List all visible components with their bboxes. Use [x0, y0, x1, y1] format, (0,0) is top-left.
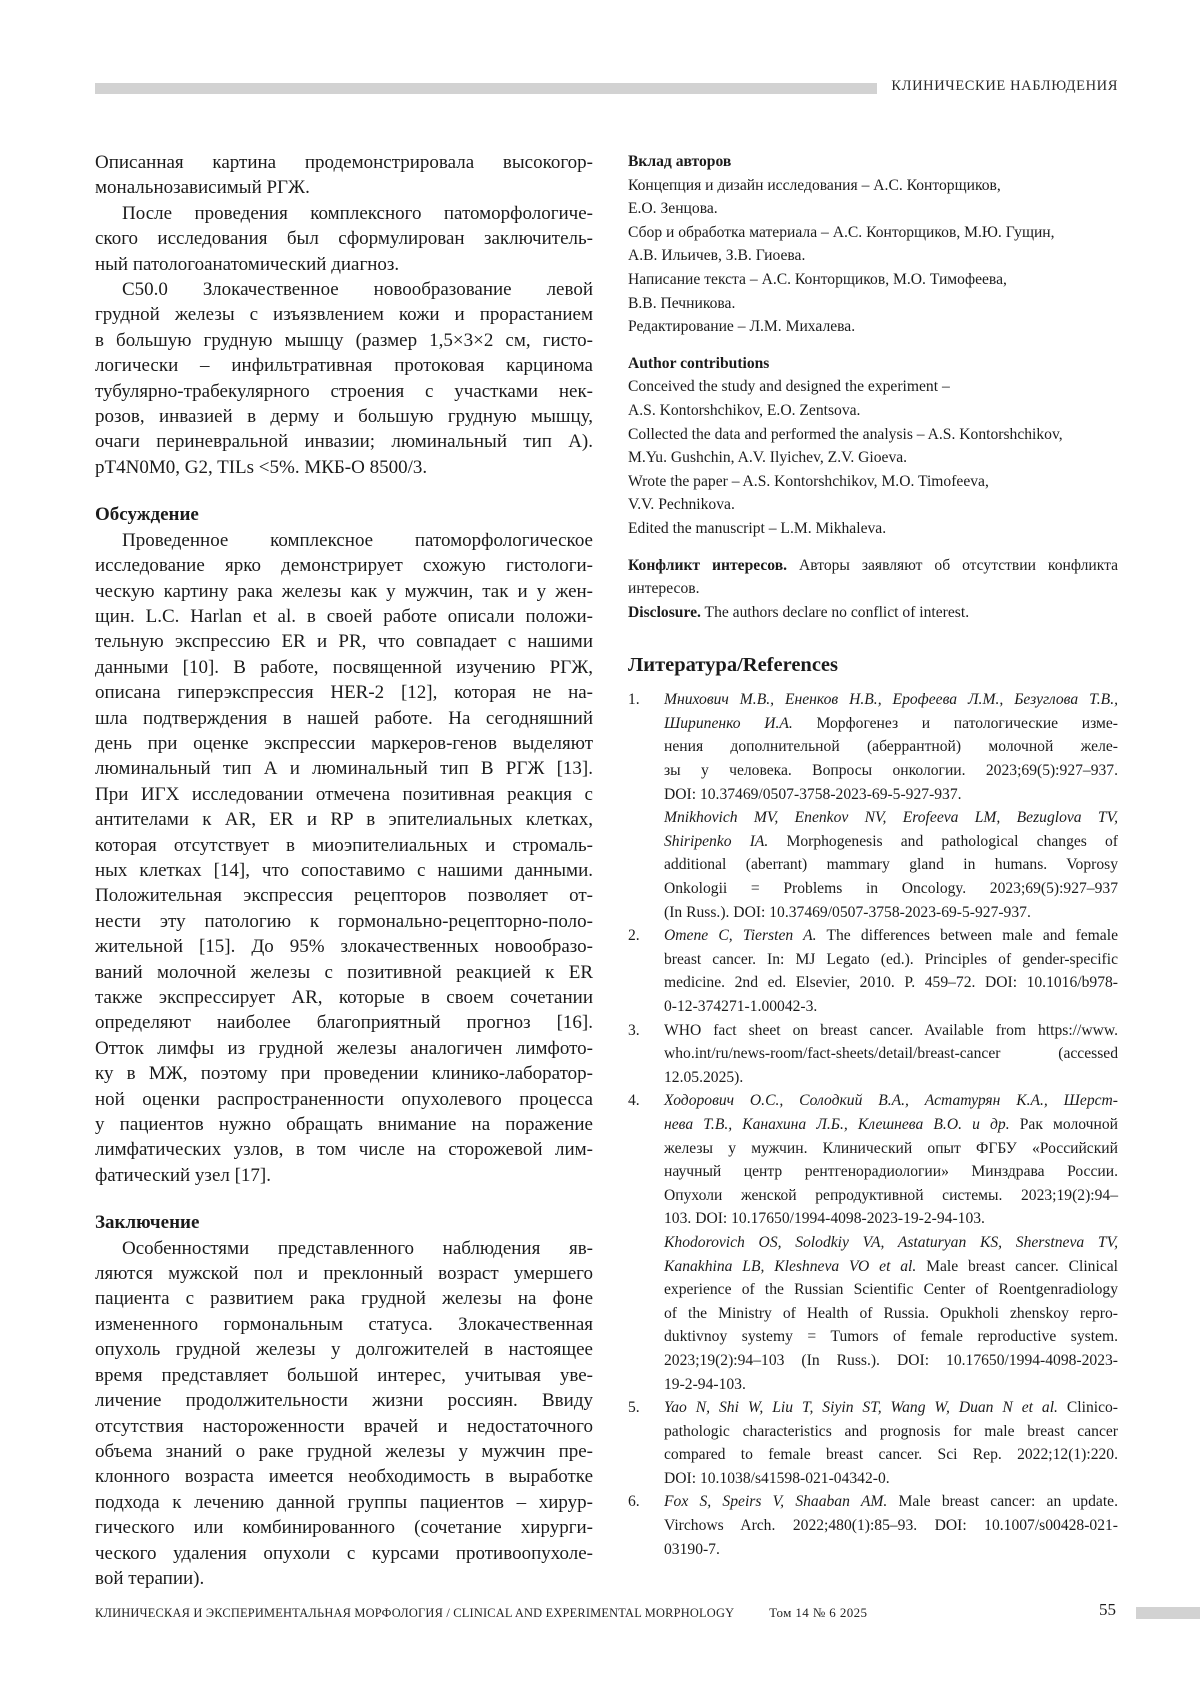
paragraph-line: Проведенное комплексное патоморфологическое	[122, 529, 593, 551]
paragraph-line: в большую грудную мышцу (размер 1,5×3×2 см, гисто-	[95, 329, 593, 351]
reference-number: 2.	[628, 927, 640, 945]
paragraph-line: ных клетках [14], что сопоставимо с нашими данными.	[95, 859, 593, 881]
paragraph-line: подхода к лечению данной группы пациентов – хирур-	[95, 1491, 593, 1513]
paragraph-line: данными [10]. В работе, посвященной изучению РГЖ,	[95, 656, 593, 678]
block-spacer	[628, 541, 1118, 554]
paragraph-line: ваний молочной железы с позитивной реакцией к ER	[95, 961, 593, 983]
paragraph-line: пациента с развитием рака грудной железы на фоне	[95, 1288, 593, 1310]
paragraph-line: шла подтверждения в нашей работе. На сегодняшний	[95, 707, 593, 729]
paragraph-line: фатический узел [17].	[95, 1164, 272, 1186]
reference-line	[664, 1514, 1118, 1538]
paragraph-line: также экспрессирует AR, которые в своем сочетании	[95, 987, 593, 1008]
running-head-section-label: КЛИНИЧЕСКИЕ НАБЛЮДЕНИЯ	[891, 78, 1118, 94]
reference-line	[664, 924, 1118, 948]
reference-item	[628, 688, 1118, 924]
reference-line	[664, 1019, 1118, 1043]
paragraph-line: щин. L.C. Harlan et al. в своей работе описали положи-	[95, 605, 593, 627]
line-text: of the Ministry of Health of Russia. Opukholi zhenskoy repro-	[664, 1304, 1118, 1322]
reference-line	[664, 995, 1118, 1019]
line-text: 103. DOI: 10.17650/1994-4098-2023-19-2-94-103.	[664, 1210, 985, 1228]
statement-line	[628, 601, 1118, 625]
body-paragraph	[95, 201, 593, 277]
paragraph-line: время представляет большой интерес, учитывая уве-	[95, 1364, 593, 1386]
line-text: pathologic characteristics and prognosis for male breast cancer	[664, 1422, 1118, 1440]
contribution-line: M.Yu. Gushchin, A.V. Ilyichev, Z.V. Gioeva.	[628, 449, 908, 467]
reference-line	[664, 1443, 1118, 1467]
paragraph-line: личение продолжительности жизни россиян. Ввиду	[95, 1390, 593, 1412]
ref-authors-italic: нева Т.В., Канахина Л.Б., Клешнева В.О. и др.	[664, 1115, 1010, 1133]
footer-journal-title: КЛИНИЧЕСКАЯ И ЭКСПЕРИМЕНТАЛЬНАЯ МОРФОЛОГИЯ / CLINICAL AND EXPERIMENTAL MORPHOLOGY	[95, 1606, 734, 1620]
contribution-line: В.В. Печникова.	[628, 294, 736, 312]
reference-line	[664, 830, 1118, 854]
reference-line	[664, 853, 1118, 877]
ref-authors-italic: Fox S, Speirs V, Shaaban AM.	[664, 1493, 888, 1511]
paragraph-line: мональнозависимый РГЖ.	[95, 177, 310, 199]
paragraph-line: антителами к AR, ER и RP в эпителиальных клетках,	[95, 809, 593, 831]
line-text: additional (aberrant) mammary gland in humans. Voprosy	[664, 856, 1118, 874]
paragraph-line: описана гиперэкспрессия HER-2 [12], которая не на-	[95, 682, 593, 704]
paragraph-line: ческого удаления опухоли с курсами противоопухоле-	[95, 1542, 593, 1564]
line-text: 12.05.2025).	[664, 1068, 744, 1086]
reference-line	[664, 1042, 1118, 1066]
reference-line	[664, 1373, 1118, 1397]
reference-number: 4.	[628, 1092, 640, 1110]
contribution-line: Концепция и дизайн исследования – А.С. Конторщиков,	[628, 176, 1001, 194]
line-text: compared to female breast cancer. Sci Rep. 2022;12(1):220.	[664, 1446, 1118, 1464]
paragraph-line: После проведения комплексного патоморфологиче-	[122, 202, 593, 224]
reference-number: 5.	[628, 1399, 640, 1417]
paragraph-line: люминальный тип А и люминальный тип В РГЖ [13].	[95, 758, 593, 780]
contribution-line: Collected the data and performed the analysis – A.S. Kontorshchikov,	[628, 425, 1063, 443]
paragraph-line: клонного возраста имеется необходимость в выработке	[95, 1466, 593, 1488]
reference-item	[628, 1019, 1118, 1090]
statement-line	[628, 577, 1118, 601]
ref-authors-italic: Yao N, Shi W, Liu T, Siyin ST, Wang W, Duan N et al.	[664, 1399, 1058, 1417]
paragraph-line: определяют наиболее благоприятный прогноз [16].	[95, 1012, 593, 1034]
paragraph-line: исследование ярко демонстрирует схожую гистологи-	[95, 555, 593, 577]
reference-item	[628, 1490, 1118, 1561]
paragraph-line: ный патологоанатомический диагноз.	[95, 253, 400, 275]
ref-authors-italic: Shiripenko IA.	[664, 832, 769, 850]
paragraph-line: тубулярно-трабекулярного строения с участками нек-	[95, 380, 593, 402]
reference-line	[664, 1420, 1118, 1444]
line-text: научный центр рентгенорадиологии» Минздрава России.	[664, 1163, 1118, 1181]
reference-line	[664, 1184, 1118, 1208]
reference-line	[664, 948, 1118, 972]
paragraph-line: С50.0 Злокачественное новообразование левой	[122, 279, 593, 301]
paragraph-line: ского исследования был сформулирован заключитель-	[95, 228, 593, 250]
footer-line	[95, 1605, 867, 1621]
paragraph-line: жительной [15]. До 95% злокачественных новообразо-	[95, 936, 593, 958]
reference-line	[664, 1396, 1118, 1420]
reference-line	[664, 1490, 1118, 1514]
contribution-line: A.S. Kontorshchikov, E.O. Zentsova.	[628, 401, 861, 419]
ref-authors-italic: Khodorovich OS, Solodkiy VA, Astaturyan KS, Sherstneva TV,	[664, 1233, 1118, 1251]
contribution-lines	[628, 375, 1118, 540]
line-text: Morphogenesis and pathological changes of	[768, 832, 1119, 850]
paragraph-line: розов, инвазией в дерму и большую грудную мышцу,	[95, 406, 593, 428]
paragraph-line: ческую картину рака железы как у мужчин, так и у жен-	[95, 580, 593, 602]
paragraph-line: ку в МЖ, поэтому при проведении клинико-лаборатор-	[95, 1063, 593, 1085]
footer-volume-info: Том 14 № 6 2025	[769, 1605, 868, 1620]
block-spacer	[628, 624, 1118, 637]
body-paragraph	[95, 277, 593, 480]
paragraph-line: pT4N0M0, G2, TILs <5%. МКБ-О 8500/3.	[95, 456, 428, 478]
paragraph-line: Особенностями представленного наблюдения яв-	[122, 1237, 593, 1259]
paragraph-line: которая отсутствует в миоэпителиальных и стромаль-	[95, 834, 593, 856]
references-heading: Литература/References	[628, 654, 839, 677]
line-text: (In Russ.). DOI: 10.37469/0507-3758-2023-69-5-927-937.	[664, 903, 1031, 921]
line-text: Авторы заявляют об отсутствии конфликта	[787, 556, 1118, 574]
line-text: DOI: 10.1038/s41598-021-04342-0.	[664, 1469, 890, 1487]
reference-line	[664, 759, 1118, 783]
section-heading: Заключение	[95, 1212, 200, 1234]
line-text: experience of the Russian Scientific Center of Roentgenradiology	[664, 1281, 1118, 1299]
paragraph-line: день при оценке экспрессии маркеров-генов выделяют	[95, 732, 593, 754]
line-text: 19-2-94-103.	[664, 1375, 746, 1393]
left-column	[95, 150, 593, 1591]
line-text: Морфогенез и патологические изме-	[792, 714, 1118, 732]
contribution-line: Сбор и обработка материала – А.С. Конторщиков, М.Ю. Гущин,	[628, 223, 1055, 241]
contribution-line: V.V. Pechnikova.	[628, 496, 735, 514]
footer-rule-bar	[1136, 1607, 1200, 1619]
ref-authors-italic: Ширипенко И.А.	[664, 714, 793, 732]
statement-block	[628, 601, 1118, 625]
line-text: Onkologii = Problems in Oncology. 2023;69(5):927–937	[664, 880, 1118, 898]
paragraph-line: отсутствия настороженности врачей и недостаточного	[95, 1415, 593, 1437]
reference-number: 1.	[628, 691, 640, 709]
statement-block	[628, 554, 1118, 601]
reference-line	[664, 1089, 1118, 1113]
paragraph-line: лимфатических узлов, в том числе на сторожевой лим-	[95, 1139, 593, 1161]
two-column-body	[95, 150, 1118, 1591]
paragraph-line: измененного гормональным статуса. Злокачественная	[95, 1313, 593, 1335]
paragraph-line: Положительная экспрессия рецепторов позволяет от-	[95, 885, 593, 907]
line-text: The authors declare no conflict of interest.	[700, 603, 970, 621]
paragraph-line: опухоль грудной железы у долгожителей в настоящее	[95, 1339, 593, 1361]
subsection-heading: Author contributions	[628, 354, 770, 372]
ref-authors-italic: Мнихович М.В., Ененков Н.В., Ерофеева Л.М., Безуглова Т.В.,	[664, 691, 1118, 709]
reference-line	[664, 783, 1118, 807]
contribution-line: Conceived the study and designed the experiment –	[628, 378, 950, 396]
reference-line	[664, 1325, 1118, 1349]
right-column	[628, 150, 1118, 1591]
reference-line	[664, 1113, 1118, 1137]
reference-item	[628, 1089, 1118, 1396]
reference-line	[664, 1160, 1118, 1184]
paragraph-line: ной оценки распространенности опухолевого процесса	[95, 1088, 593, 1110]
line-text: The differences between male and female	[816, 927, 1118, 945]
reference-line	[664, 735, 1118, 759]
paragraph-line: объема знаний о раке грудной железы у мужчин пре-	[95, 1440, 593, 1462]
bold-lead: Disclosure.	[628, 603, 701, 621]
reference-line	[664, 1349, 1118, 1373]
ref-authors-italic: Omene C, Tiersten A.	[664, 927, 817, 945]
reference-line	[664, 901, 1118, 925]
paragraph-line: очаги периневральной инвазии; люминальный тип А).	[95, 431, 593, 453]
reference-line	[664, 712, 1118, 736]
line-text: medicine. 2nd ed. Elsevier, 2010. P. 459–72. DOI: 10.1016/b978-	[664, 974, 1118, 992]
line-text: DOI: 10.37469/0507-3758-2023-69-5-927-937.	[664, 785, 962, 803]
line-text: duktivnoy systemy = Tumors of female reproductive system.	[664, 1328, 1118, 1346]
contribution-line: Edited the manuscript – L.M. Mikhaleva.	[628, 519, 887, 537]
contribution-line: А.В. Ильичев, З.В. Гиоева.	[628, 247, 806, 265]
line-text: зы у человека. Вопросы онкологии. 2023;69(5):927–937.	[664, 762, 1118, 780]
contribution-line: Wrote the paper – A.S. Kontorshchikov, M.O. Timofeeva,	[628, 472, 989, 490]
ref-authors-italic: Ходорович О.С., Солодкий В.А., Астатурян К.А., Шерст-	[664, 1092, 1118, 1110]
line-text: 03190-7.	[664, 1540, 720, 1558]
line-text: железы у мужчин. Клинический опыт ФГБУ «Российский	[664, 1139, 1118, 1157]
reference-line	[664, 1231, 1118, 1255]
paragraph-line: логически – инфильтративная протоковая карцинома	[95, 355, 593, 377]
contribution-line: Написание текста – А.С. Конторщиков, М.О. Тимофеева,	[628, 270, 1007, 288]
line-text: WHO fact sheet on breast cancer. Available from https://www.	[664, 1021, 1118, 1039]
contribution-line: Редактирование – Л.М. Михалева.	[628, 318, 856, 336]
paragraph-line: Отток лимфы из грудной железы аналогичен лимфото-	[95, 1037, 593, 1059]
reference-line	[664, 1302, 1118, 1326]
line-text: 0-12-374271-1.00042-3.	[664, 998, 818, 1015]
reference-line	[664, 1538, 1118, 1562]
reference-number: 3.	[628, 1021, 640, 1039]
paragraph-line: При ИГХ исследовании отмечена позитивная реакция с	[95, 783, 593, 805]
line-text: who.int/ru/news-room/fact-sheets/detail/breast-cancer (accessed	[664, 1045, 1118, 1063]
paragraph-line: нести эту патологию к гормонально-рецепторно-поло-	[95, 910, 593, 932]
section-heading: Обсуждение	[95, 504, 199, 526]
ref-authors-italic: Kanakhina LB, Kleshneva VO et al.	[664, 1257, 917, 1275]
paragraph-line: Описанная картина продемонстрировала высокогор-	[95, 152, 593, 173]
header-rule-bar	[95, 83, 877, 94]
block-spacer	[628, 339, 1118, 352]
reference-line	[664, 1255, 1118, 1279]
line-text: Virchows Arch. 2022;480(1):85–93. DOI: 10.1007/s00428-021-	[664, 1517, 1118, 1535]
body-paragraph	[95, 150, 593, 201]
line-text: Опухоли женской репродуктивной системы. 2023;19(2):94–	[664, 1186, 1118, 1204]
statement-line	[628, 554, 1118, 578]
line-text: интересов.	[628, 580, 700, 598]
paragraph-line: грудной железы с изъязвлением кожи и прорастанием	[95, 304, 593, 326]
bold-lead: Конфликт интересов.	[628, 556, 788, 574]
line-text: Clinico-	[1057, 1399, 1118, 1417]
reference-line	[664, 971, 1118, 995]
reference-line	[664, 1066, 1118, 1090]
paragraph-line: ляются мужской пол и преклонный возраст умершего	[95, 1263, 593, 1285]
reference-line	[664, 1467, 1118, 1491]
page-number: 55	[1099, 1600, 1116, 1619]
line-text: нения дополнительной (аберрантной) молочной желе-	[664, 738, 1118, 756]
contribution-lines	[628, 174, 1118, 339]
reference-item	[628, 924, 1118, 1018]
reference-line	[664, 877, 1118, 901]
contribution-line: Е.О. Зенцова.	[628, 200, 718, 218]
subsection-heading: Вклад авторов	[628, 153, 732, 170]
body-paragraph	[95, 1236, 593, 1592]
reference-number: 6.	[628, 1493, 640, 1511]
line-text: Male breast cancer. Clinical	[916, 1257, 1118, 1275]
line-text: Рак молочной	[1009, 1115, 1118, 1133]
paragraph-line: вой терапии).	[95, 1567, 205, 1589]
paragraph-line: тельную экспрессию ER и PR, что совпадает с нашими	[95, 631, 593, 653]
line-text: 2023;19(2):94–103 (In Russ.). DOI: 10.17650/1994-4098-2023-	[664, 1351, 1118, 1369]
reference-item	[628, 1396, 1118, 1490]
reference-line	[664, 1137, 1118, 1161]
ref-authors-italic: Mnikhovich MV, Enenkov NV, Erofeeva LM, Bezuglova TV,	[664, 809, 1118, 827]
line-text: Male breast cancer: an update.	[887, 1493, 1118, 1511]
reference-line	[664, 1278, 1118, 1302]
reference-line	[664, 806, 1118, 830]
reference-line	[664, 1207, 1118, 1231]
reference-line	[664, 688, 1118, 712]
paragraph-line: гического или комбинированного (сочетание хирурги-	[95, 1517, 593, 1539]
line-text: breast cancer. In: MJ Legato (ed.). Principles of gender-specific	[664, 950, 1118, 968]
body-paragraph	[95, 528, 593, 1189]
paragraph-line: у пациентов нужно обращать внимание на поражение	[95, 1114, 593, 1136]
